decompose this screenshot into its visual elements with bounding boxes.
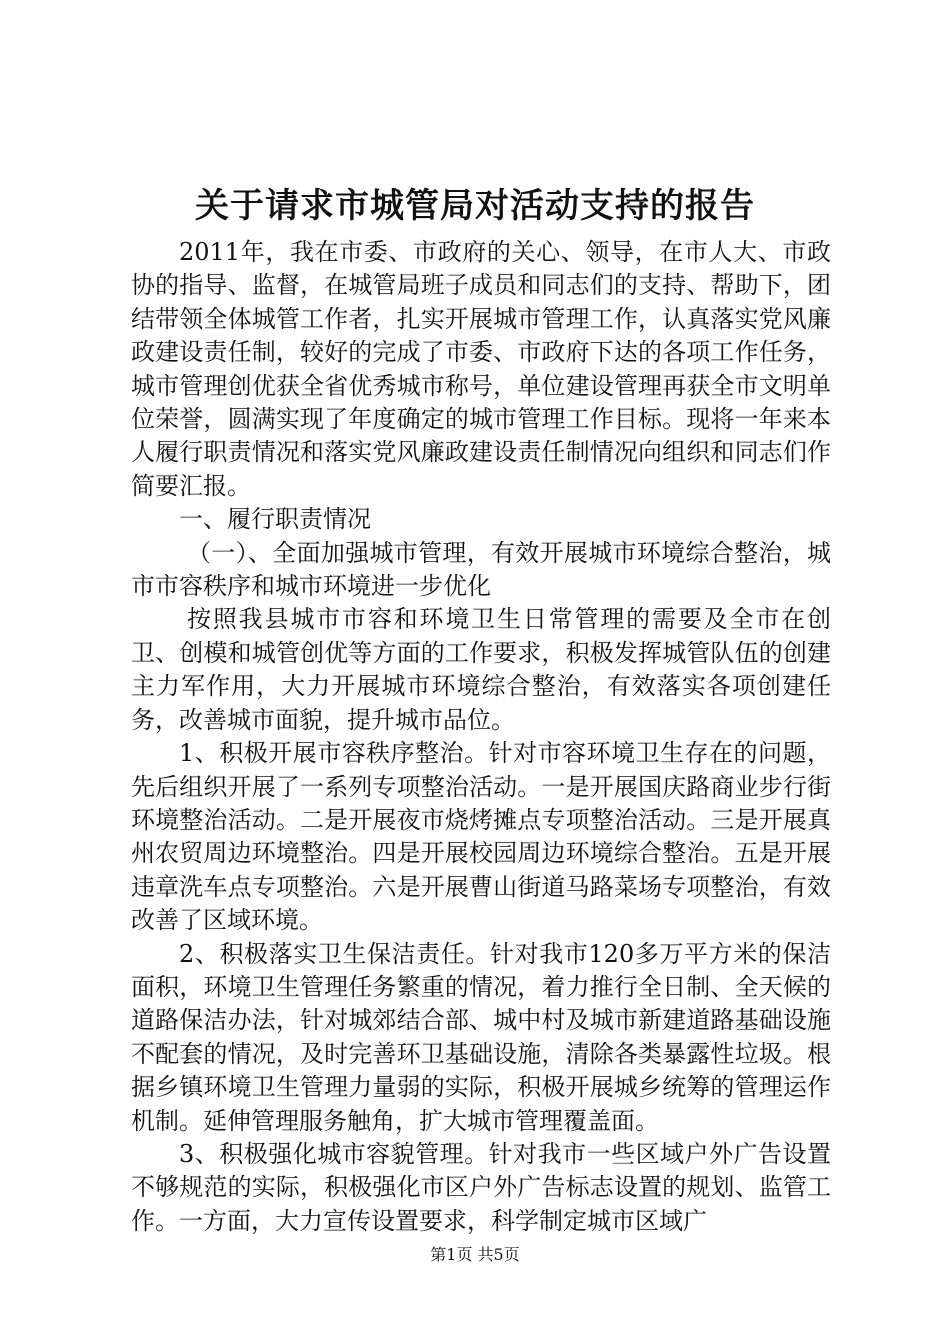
subsection-heading: （一）、全面加强城市管理，有效开展城市环境综合整治，城市市容秩序和城市环境进一步优化 <box>131 538 831 601</box>
paragraph-item-3: 3、积极强化城市容貌管理。针对我市一些区域户外广告设置不够规范的实际，积极强化市区户外广告标志设置的规划、监管工作。一方面，大力宣传设置要求，科学制定城市区域广 <box>131 1139 831 1235</box>
paragraph-overview: 按照我县城市市容和环境卫生日常管理的需要及全市在创卫、创模和城管创优等方面的工作要求，积极发挥城管队伍的创建主力军作用，大力开展城市环境综合整治，有效落实各项创建任务，改善城市面貌，提升城市品位。 <box>131 605 831 734</box>
section-heading: 一、履行职责情况 <box>179 505 371 534</box>
page-footer: 第1页 共5页 <box>430 1245 520 1264</box>
paragraph-item-1: 1、积极开展市容秩序整治。针对市容环境卫生存在的问题，先后组织开展了一系列专项整治活动。一是开展国庆路商业步行街环境整治活动。二是开展夜市烧烤摊点专项整治活动。三是开展真州农贸周边环境整治。四是开展校园周边环境综合整治。五是开展违章洗车点专项整治。六是开展曹山街道马路菜场专项整治，有效改善了区域环境。 <box>131 739 831 935</box>
document-title: 关于请求市城管局对活动支持的报告 <box>195 186 755 226</box>
paragraph-intro: 2011年，我在市委、市政府的关心、领导，在市人大、市政协的指导、监督，在城管局班子成员和同志们的支持、帮助下，团结带领全体城管工作者，扎实开展城市管理工作，认真落实党风廉政建设责任制，较好的完成了市委、市政府下达的各项工作任务，城市管理创优获全省优秀城市称号，单位建设管理再获全市文明单位荣誉，圆满实现了年度确定的城市管理工作目标。现将一年来本人履行职责情况和落实党风廉政建设责任制情况向组织和同志们作简要汇报。 <box>131 238 831 500</box>
document-body <box>131 236 831 1238</box>
paragraph-item-2: 2、积极落实卫生保洁责任。针对我市120多万平方米的保洁面积，环境卫生管理任务繁重的情况，着力推行全日制、全天候的道路保洁办法，针对城郊结合部、城中村及城市新建道路基础设施不配套的情况，及时完善环卫基础设施，清除各类暴露性垃圾。根据乡镇环境卫生管理力量弱的实际，积极开展城乡统筹的管理运作机制。延伸管理服务触角，扩大城市管理覆盖面。 <box>131 939 831 1135</box>
